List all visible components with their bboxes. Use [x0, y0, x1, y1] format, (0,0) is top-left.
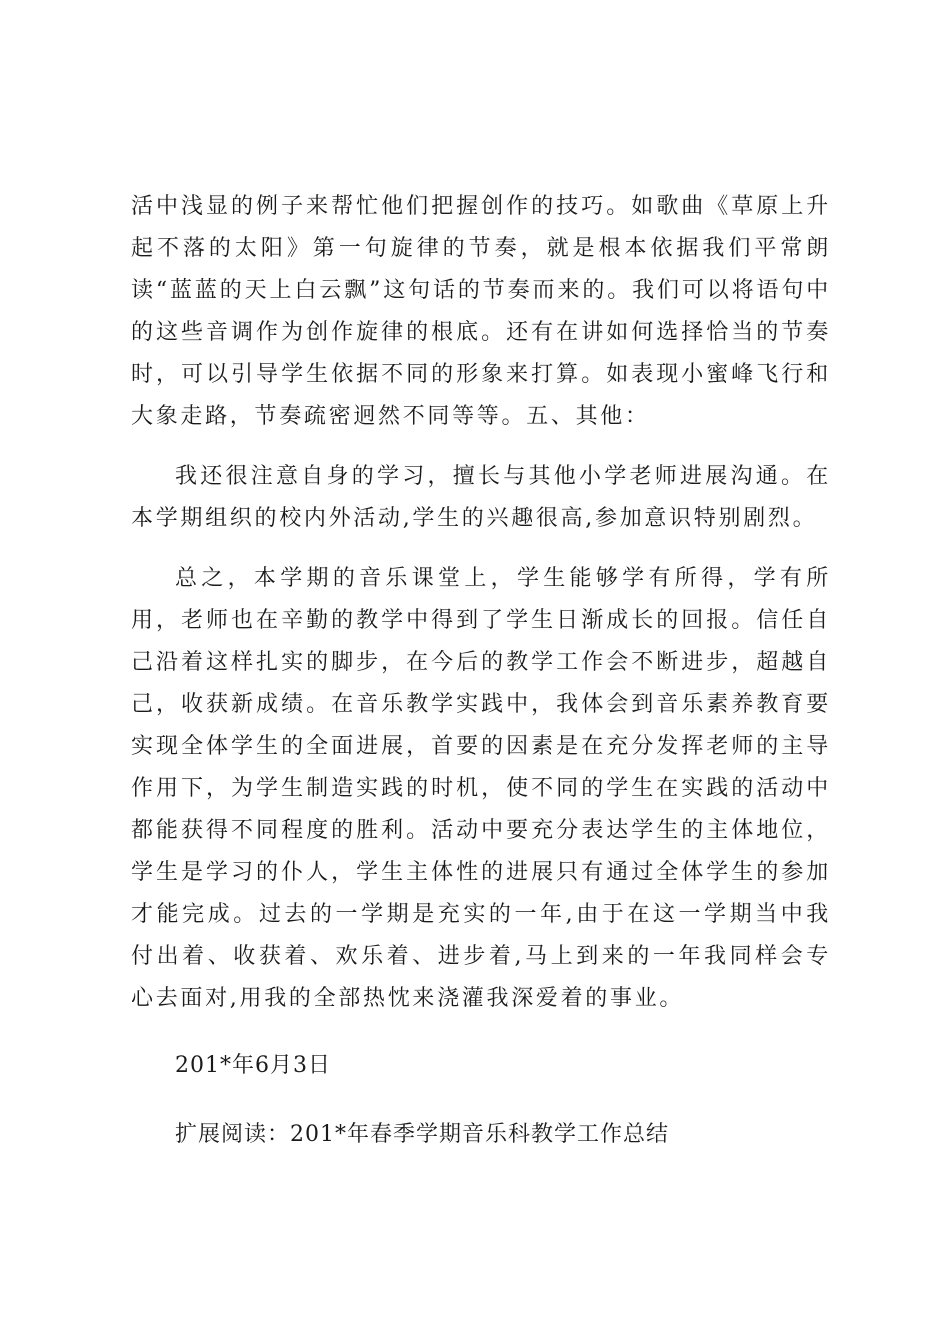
paragraph-continued: 活中浅显的例子来帮忙他们把握创作的技巧。如歌曲《草原上升起不落的太阳》第一句旋律的节奏，就是根本依据我们平常朗读“蓝蓝的天上白云飘”这句话的节奏而来的。我们可以将语句中的这些音调作为创作旋律的根底。还有在讲如何选择恰当的节奏时，可以引导学生依据不同的形象来打算。如表现小蜜峰飞行和大象走路，节奏疏密迥然不同等等。五、其他： [131, 194, 831, 429]
paragraph-conclusion: 总之，本学期的音乐课堂上，学生能够学有所得，学有所用，老师也在辛勤的教学中得到了学生日渐成长的回报。信任自己沿着这样扎实的脚步，在今后的教学工作会不断进步，超越自己，收获新成绩。在音乐教学实践中，我体会到音乐素养教育要实现全体学生的全面进展，首要的因素是在充分发挥老师的主导作用下，为学生制造实践的时机，使不同的学生在实践的活动中都能获得不同程度的胜利。活动中要充分表达学生的主体地位，学生是学习的仆人，学生主体性的进展只有通过全体学生的参加才能完成。过去的一学期是充实的一年,由于在这一学期当中我付出着、收获着、欢乐着、进步着,马上到来的一年我同样会专心去面对,用我的全部热忱来浇灌我深爱着的事业。 [131, 566, 831, 1011]
document-body [131, 186, 831, 1156]
document-date: 201*年6月3日 [175, 1053, 331, 1078]
extended-reading-line: 扩展阅读：201*年春季学期音乐科教学工作总结 [175, 1122, 669, 1147]
paragraph-self-study: 我还很注意自身的学习，擅长与其他小学老师进展沟通。在本学期组织的校内外活动,学生的兴趣很高,参加意识特别剧烈。 [131, 464, 831, 531]
